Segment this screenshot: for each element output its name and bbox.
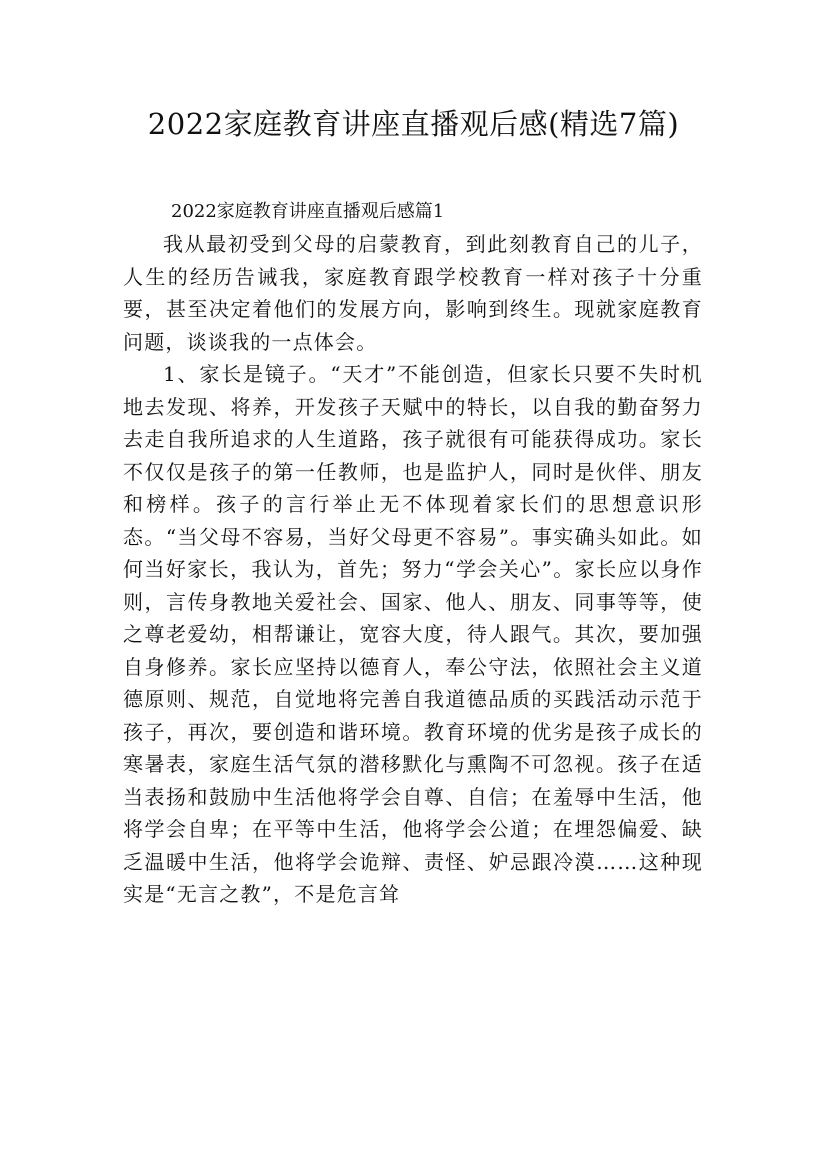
paragraph-point-1: 1、家长是镜子。“天才”不能创造，但家长只要不失时机地去发现、将养，开发孩子天赋中的特长，以自我的勤奋努力去走自我所追求的人生道路，孩子就很有可能获得成功。家长不仅仅是孩子的第一任教师，也是监护人，同时是伙伴、朋友和榜样。孩子的言行举止无不体现着家长们的思想意识形态。“当父母不容易，当好父母更不容易”。事实确头如此。如何当好家长，我认为，首先；努力“学会关心”。家长应以身作则，言传身教地关爱社会、国家、他人、朋友、同事等等，使之尊老爱幼，相帮谦让，宽容大度，待人跟气。其次，要加强自身修养。家长应坚持以德育人，奉公守法，依照社会主义道德原则、规范，自觉地将完善自我道德品质的买践活动示范于孩子，再次，要创造和谐环境。教育环境的优劣是孩子成长的寒暑表，家庭生活气氛的潜移默化与熏陶不可忽视。孩子在适当表扬和鼓励中生活他将学会自尊、自信；在羞辱中生活，他将学会自卑；在平等中生活，他将学会公道；在埋怨偏爱、缺乏温暖中生活，他将学会诡辩、责怪、妒忌跟冷漠……这种现实是“无言之教”，不是危言耸 (123, 362, 703, 906)
paragraph-intro: 我从最初受到父母的启蒙教育，到此刻教育自己的儿子，人生的经历告诫我，家庭教育跟学校教育一样对孩子十分重要，甚至决定着他们的发展方向，影响到终生。现就家庭教育问题，谈谈我的一点体会。 (123, 232, 703, 354)
document-title: 2022家庭教育讲座直播观后感(精选7篇) (147, 107, 680, 141)
section-heading: 2022家庭教育讲座直播观后感篇1 (171, 201, 445, 222)
document-body (123, 196, 703, 911)
